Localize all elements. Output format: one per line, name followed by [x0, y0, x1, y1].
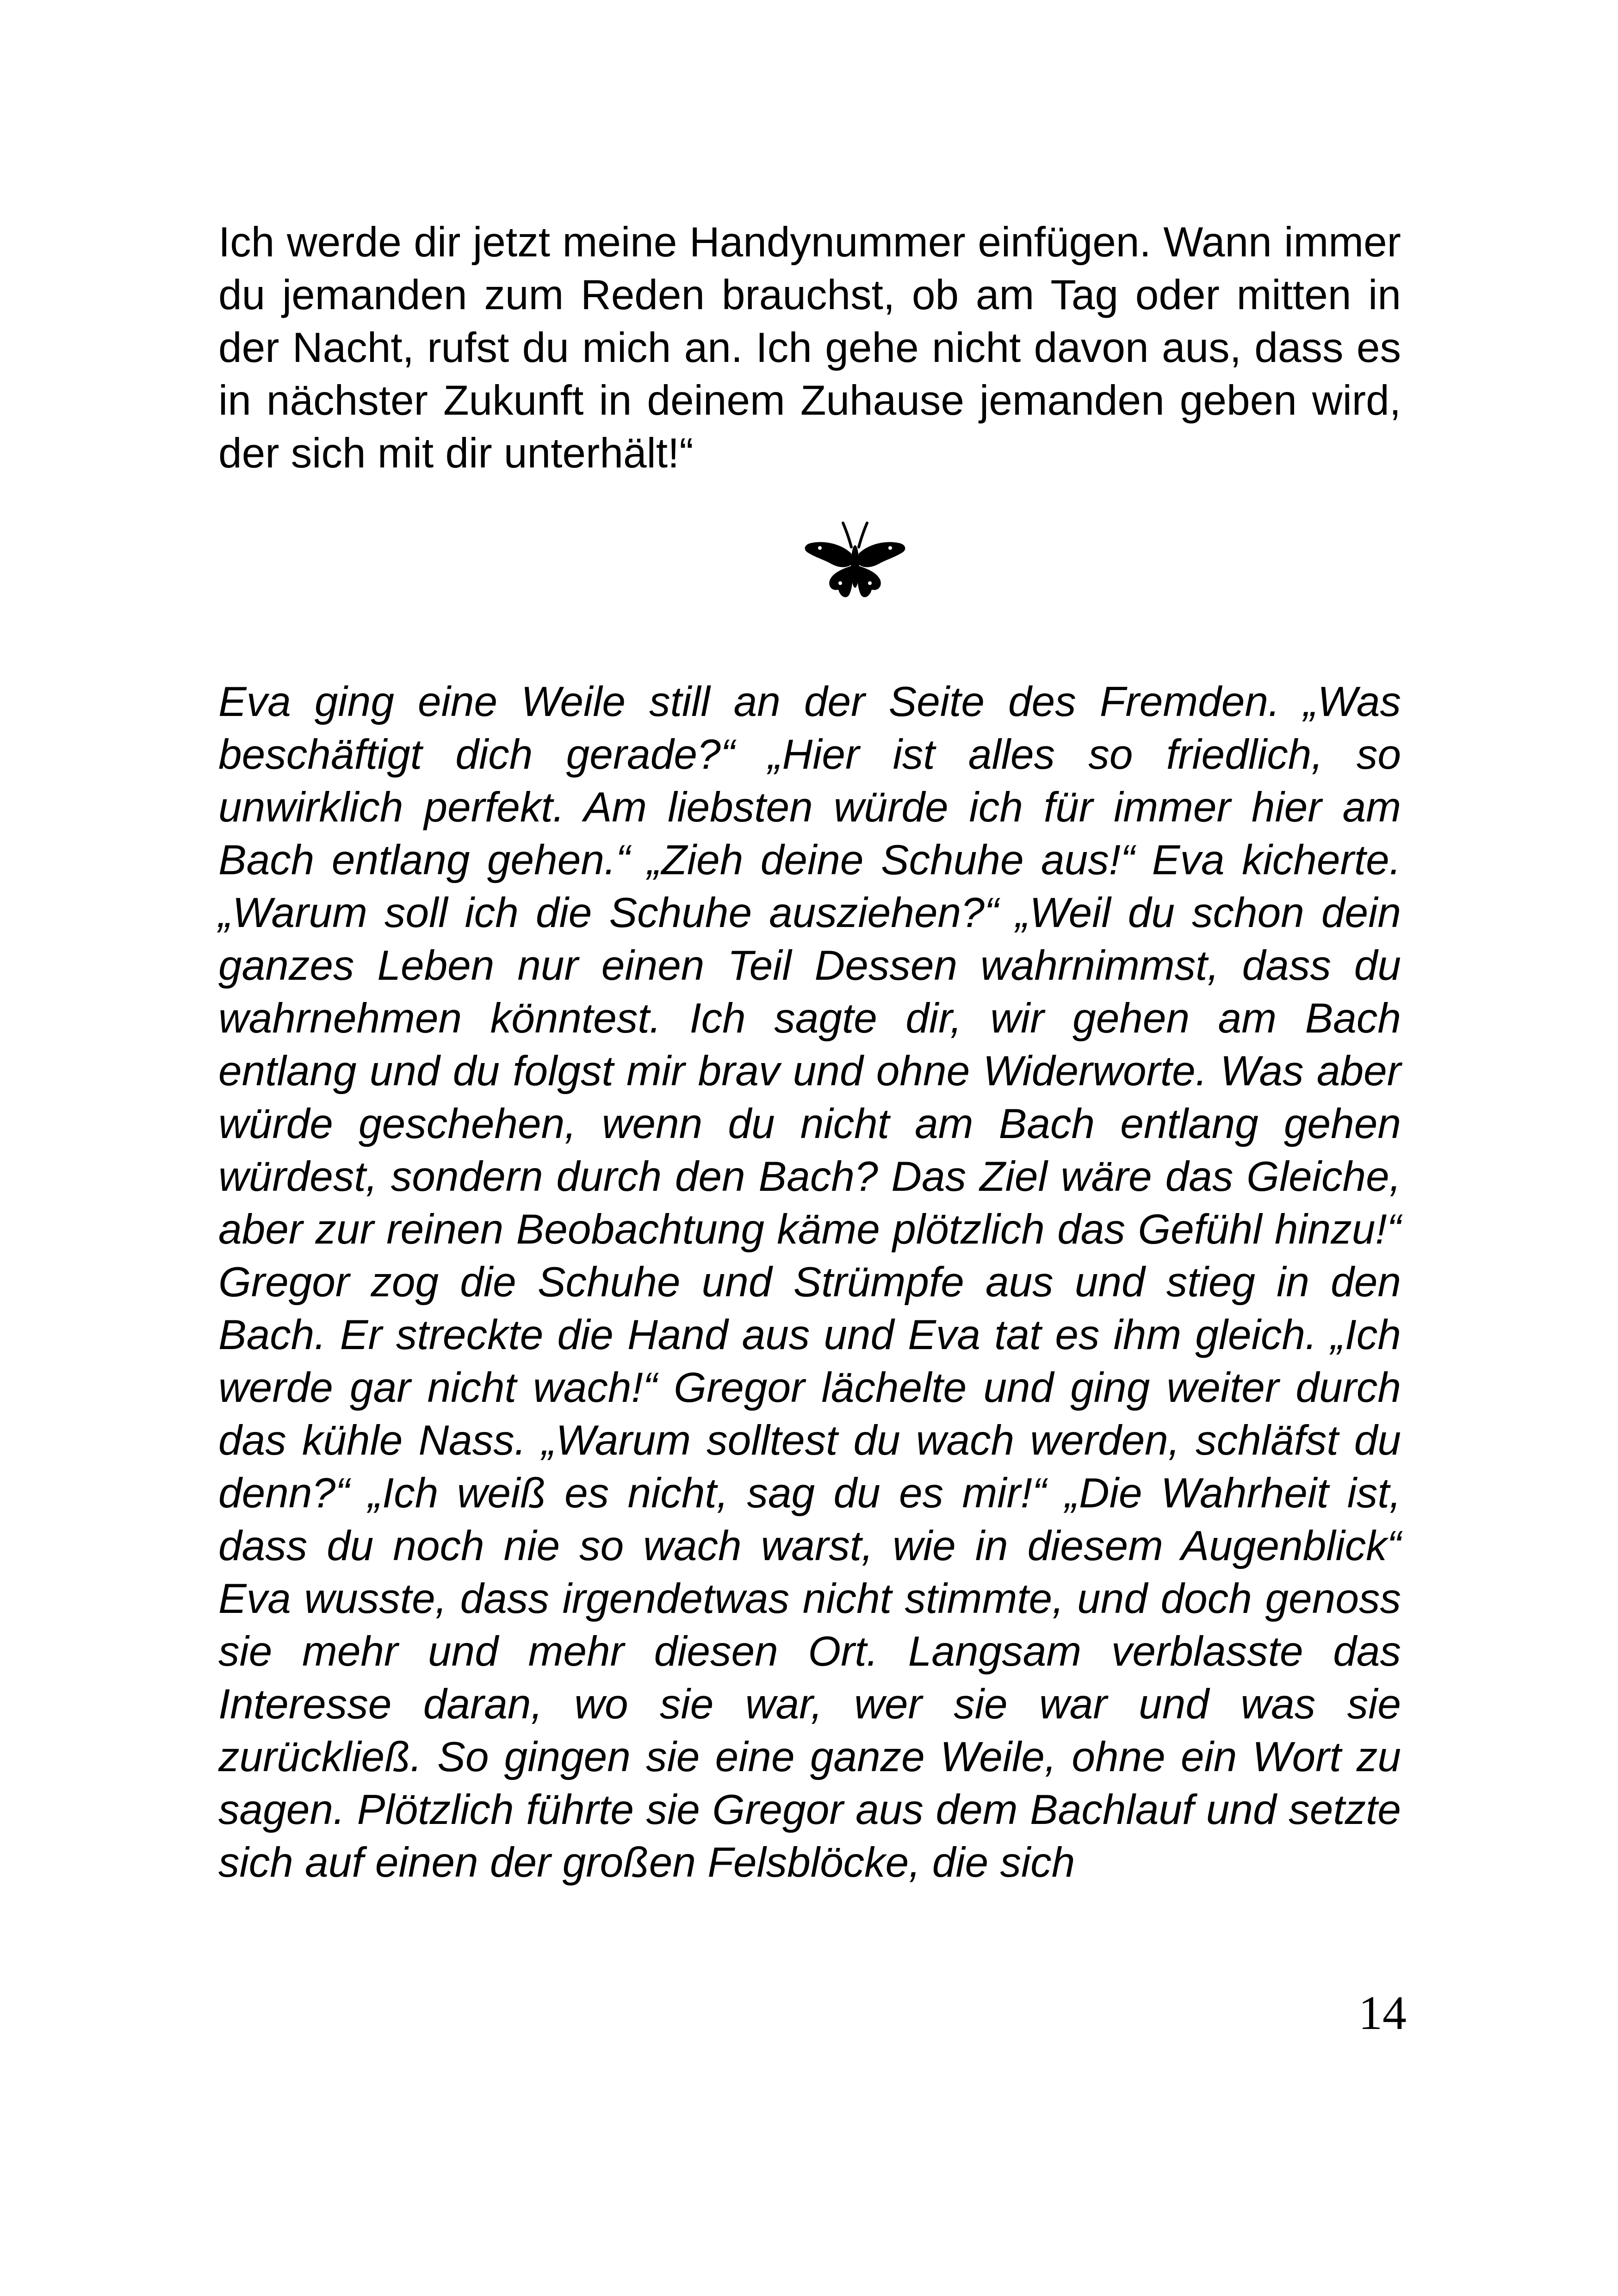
page-number: 14: [1358, 1986, 1407, 2040]
butterfly-icon: [803, 520, 907, 602]
story-paragraph: Eva ging eine Weile still an der Seite des Fremden. „Was beschäftigt dich gerade?“ „Hier ist alles so friedlich, so unwirklich perfekt. Am liebsten würde ich für immer hier am Bach entlang gehen.“ „Zieh deine Schuhe aus!“ Eva kicherte. „Warum soll ich die Schuhe ausziehen?“ „Weil du schon dein ganzes Leben nur einen Teil Dessen wahrnimmst, dass du wahrnehmen könntest. Ich sagte dir, wir gehen am Bach entlang und du folgst mir brav und ohne Widerworte. Was aber würde geschehen, wenn du nicht am Bach entlang gehen würdest, sondern durch den Bach? Das Ziel wäre das Gleiche, aber zur reinen Beobachtung käme plötzlich das Gefühl hinzu!“ Gregor zog die Schuhe und Strümpfe aus und stieg in den Bach. Er streckte die Hand aus und Eva tat es ihm gleich. „Ich werde gar nicht wach!“ Gregor lächelte und ging weiter durch das kühle Nass. „Warum solltest du wach werden, schläfst du denn?“ „Ich weiß es nicht, sag du es mir!“ „Die Wahrheit ist, dass du noch nie so wach warst, wie in diesem Augenblick“ Eva wusste, dass irgendetwas nicht stimmte, und doch genoss sie mehr und mehr diesen Ort. Langsam verblasste das Interesse daran, wo sie war, wer sie war und was sie zurückließ. So gingen sie eine ganze Weile, ohne ein Wort zu sagen. Plötzlich führte sie Gregor aus dem Bachlauf und setzte sich auf einen der großen Felsblöcke, die sich: [218, 678, 1401, 1886]
intro-paragraph: Ich werde dir jetzt meine Handynummer einfügen. Wann immer du jemanden zum Reden brauchst, ob am Tag oder mitten in der Nacht, rufst du mich an. Ich gehe nicht davon aus, dass es in nächster Zukunft in deinem Zuhause jemanden geben wird, der sich mit dir unterhält!“: [218, 219, 1401, 477]
